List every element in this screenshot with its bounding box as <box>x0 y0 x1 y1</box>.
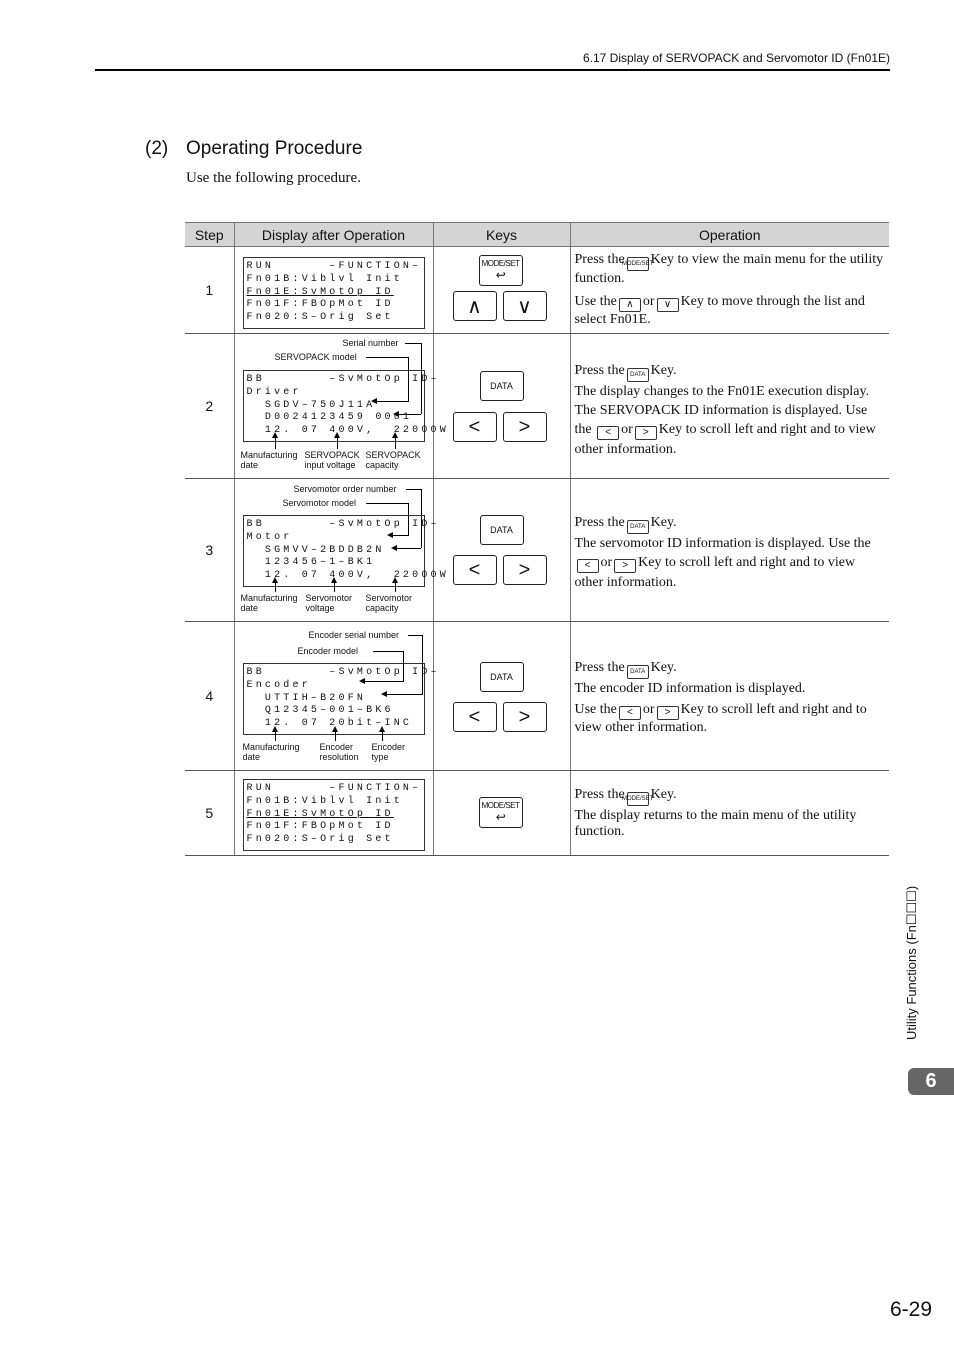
step-number: 1 <box>185 247 234 334</box>
return-icon: ↩ <box>495 810 506 824</box>
table-row <box>185 479 889 622</box>
up-key-icon: ∧ <box>619 298 641 312</box>
right-key[interactable] <box>503 412 547 442</box>
label-order-number: Servomotor order number <box>293 484 397 494</box>
mode-set-key-icon: MODE/SET <box>627 792 649 806</box>
keys-cell <box>433 622 570 771</box>
chevron-right-icon: > <box>518 558 531 581</box>
chevron-up-icon: ∧ <box>467 295 482 318</box>
return-icon: ↩ <box>495 268 506 282</box>
mode-set-key[interactable]: MODE/SET ↩ <box>479 797 523 828</box>
display-cell <box>234 479 449 622</box>
step-number: 2 <box>185 334 234 479</box>
left-key-icon: < <box>597 426 619 440</box>
keys-cell <box>433 771 570 856</box>
chevron-down-icon: ∨ <box>517 295 532 318</box>
left-key[interactable] <box>453 412 497 442</box>
label-servopack-model: SERVOPACK model <box>274 352 357 362</box>
procedure-table <box>185 222 889 856</box>
keys-cell <box>433 334 570 479</box>
lcd-display: BB –SvMotOp ID– Driver SGDV–750J11A D0024123459 0001 12. 07 400V, 22000W <box>243 370 425 442</box>
display-cell <box>234 334 449 479</box>
label-capacity: Servomotor capacity <box>365 593 413 613</box>
intro-text: Use the following procedure. <box>186 170 361 186</box>
chevron-right-icon: > <box>518 415 531 438</box>
down-key[interactable] <box>503 291 547 321</box>
sidebar-chapter-title: Utility Functions (Fn☐☐☐) <box>904 885 919 1040</box>
chevron-left-icon: < <box>468 415 481 438</box>
operation-cell: Press theMODE/SETKey to view the main menu for the utility function. Use the ∧ or ∨ Key to move through the list and select Fn01E. <box>570 247 889 334</box>
header-display: Display after Operation <box>234 223 433 247</box>
mode-set-key[interactable]: MODE/SET ↩ <box>479 255 523 286</box>
operation-cell: Press theMODE/SETKey. The display returns to the main menu of the utility function. <box>570 771 889 856</box>
table-row <box>185 771 889 856</box>
right-key-icon: > <box>657 706 679 720</box>
label-serial-number: Serial number <box>342 338 399 348</box>
right-key-icon: > <box>635 426 657 440</box>
label-encoder-resolution: Encoder resolution <box>319 742 359 762</box>
label-encoder-type: Encoder type <box>371 742 406 762</box>
data-key[interactable]: DATA <box>480 662 524 692</box>
header-operation: Operation <box>570 223 889 247</box>
header-keys: Keys <box>433 223 570 247</box>
chevron-right-icon: > <box>518 705 531 728</box>
down-key-icon: ∨ <box>657 298 679 312</box>
label-input-voltage: SERVOPACK input voltage <box>304 450 360 470</box>
step-number: 5 <box>185 771 234 856</box>
left-key-icon: < <box>577 559 599 573</box>
label-voltage: Servomotor voltage <box>305 593 353 613</box>
data-key-icon: DATA <box>627 520 649 534</box>
keys-cell <box>433 247 570 334</box>
operation-cell: Press the DATA Key. The encoder ID information is displayed. Use the < or > Key to scroll left and right and to view other information. <box>570 622 889 771</box>
data-key-icon: DATA <box>627 665 649 679</box>
right-key[interactable] <box>503 702 547 732</box>
label-manufacturing-date: Manufacturing date <box>242 742 300 762</box>
label-encoder-model: Encoder model <box>297 646 359 656</box>
lcd-display: RUN –FUNCTION– Fn01B:Viblvl Init Fn01E:SvMotOp ID Fn01F:FBOpMot ID Fn020:S–Orig Set <box>243 779 425 851</box>
keys-cell <box>433 479 570 622</box>
header-rule <box>95 69 890 71</box>
label-manufacturing-date: Manufacturing date <box>240 450 298 470</box>
label-encoder-serial: Encoder serial number <box>308 630 400 640</box>
data-key[interactable]: DATA <box>480 371 524 401</box>
table-row <box>185 622 889 771</box>
lcd-display: RUN –FUNCTION– Fn01B:Viblvl Init Fn01E:SvMotOp ID Fn01F:FBOpMot ID Fn020:S–Orig Set <box>243 257 425 329</box>
left-key[interactable] <box>453 555 497 585</box>
display-cell <box>234 247 433 334</box>
left-key[interactable] <box>453 702 497 732</box>
operation-cell: Press the DATA Key. The servomotor ID information is displayed. Use the < or > Key to scroll left and right and to view other information. <box>570 479 889 622</box>
chevron-left-icon: < <box>468 705 481 728</box>
left-key-icon: < <box>619 706 641 720</box>
display-cell <box>234 771 433 856</box>
step-number: 3 <box>185 479 234 622</box>
chevron-left-icon: < <box>468 558 481 581</box>
data-key[interactable]: DATA <box>480 515 524 545</box>
right-key-icon: > <box>614 559 636 573</box>
header-step: Step <box>185 223 234 247</box>
step-number: 4 <box>185 622 234 771</box>
section-title: (2) Operating Procedure <box>145 138 363 159</box>
chapter-tab: 6 <box>908 1068 954 1095</box>
label-manufacturing-date: Manufacturing date <box>240 593 298 613</box>
data-key-icon: DATA <box>627 368 649 382</box>
up-key[interactable] <box>453 291 497 321</box>
running-header: 6.17 Display of SERVOPACK and Servomotor ID (Fn01E) <box>582 51 890 65</box>
display-cell <box>234 622 440 771</box>
page-number: 6-29 <box>889 1298 932 1321</box>
right-key[interactable] <box>503 555 547 585</box>
table-row <box>185 334 889 479</box>
lcd-display: BB –SvMotOp ID– Motor SGMVV–2BDDB2N 123456–1–BK1 12. 07 400V, 22000W <box>243 515 425 587</box>
operation-cell: Press the DATA Key. The display changes to the Fn01E execution display. The SERVOPACK ID information is displayed. Use the < or > Key to scroll left and right and to view other information. <box>570 334 889 479</box>
label-servomotor-model: Servomotor model <box>282 498 357 508</box>
table-row <box>185 247 889 334</box>
mode-set-key-icon: MODE/SET <box>627 257 649 271</box>
lcd-display: BB –SvMotOp ID– Encoder UTTIH–B20FN Q12345–001–BK6 12. 07 20bit–INC <box>243 663 425 735</box>
label-capacity: SERVOPACK capacity <box>365 450 421 470</box>
table-header-row <box>185 223 889 247</box>
